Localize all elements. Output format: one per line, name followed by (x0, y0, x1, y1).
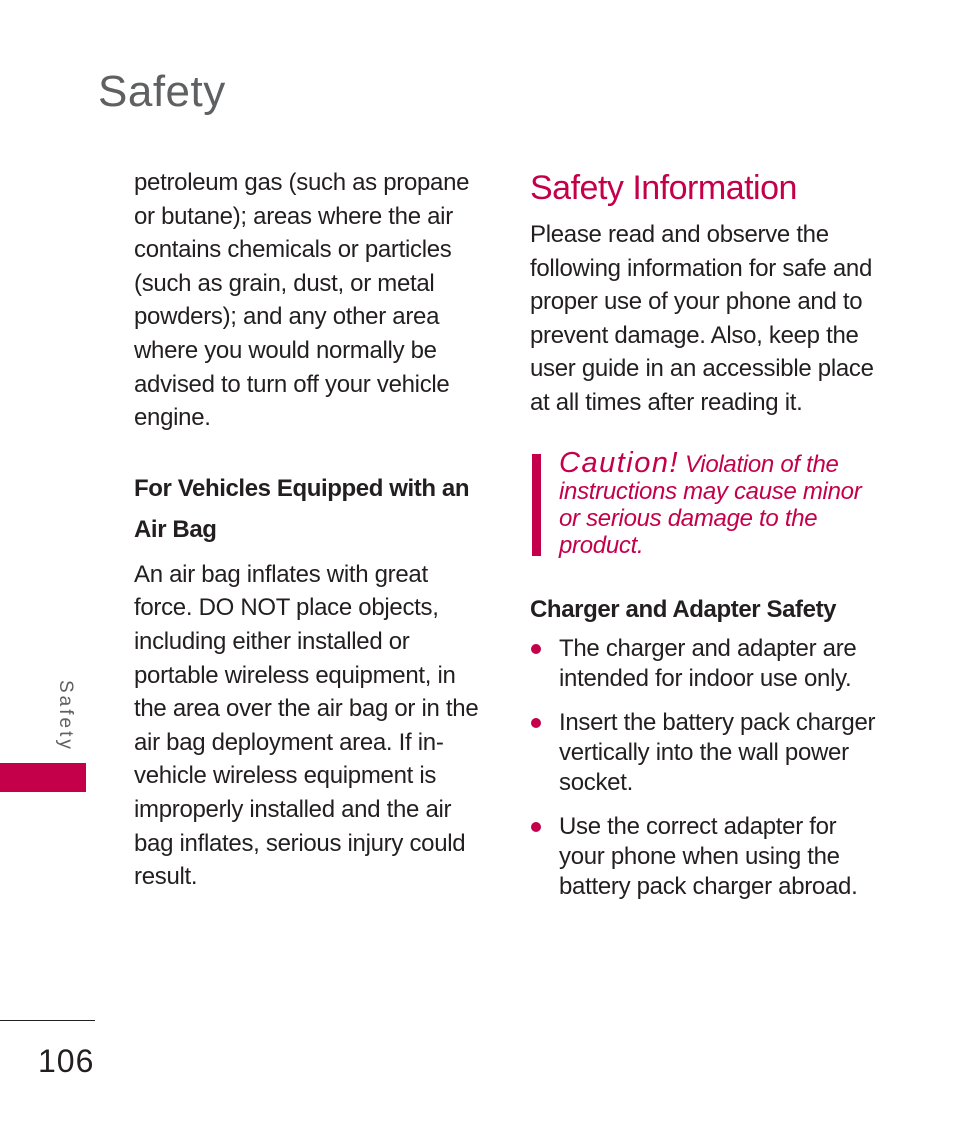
caution-text: Violation of the instructions may cause minor or serious damage to the product. (559, 450, 862, 559)
airbag-paragraph: An air bag inflates with great force. DO NOT place objects, including either installed or portable wireless equipment, in the area over the air bag or in the air bag deployment area. If in-vehicle wireless equipment is improperly installed and the air bag inflates, serious injury could result. (134, 560, 479, 891)
caution-label: Caution! (559, 446, 680, 479)
caution-box (530, 446, 880, 559)
list-item-text: Use the correct adapter for your phone when using the battery pack charger abroad. (559, 812, 858, 900)
airbag-subheading-line2: Air Bag (134, 515, 217, 543)
charger-subheading: Charger and Adapter Safety (530, 595, 837, 623)
airbag-subheading-line1: For Vehicles Equipped with an (134, 474, 470, 502)
list-item (530, 708, 880, 798)
safety-intro-paragraph: Please read and observe the following information for safe and proper use of your phone and to prevent damage. Also, keep the user guide in an accessible place at all times after reading it. (530, 221, 874, 416)
section-title: Safety Information (530, 169, 797, 207)
airbag-subheading (134, 468, 479, 550)
page-title: Safety (98, 67, 226, 116)
bullet-dot-icon (531, 644, 541, 654)
caution-bar (532, 454, 541, 556)
list-item-text: Insert the battery pack charger vertically into the wall power socket. (559, 708, 876, 796)
sidebar-tab (0, 763, 86, 792)
footer-divider (0, 1020, 95, 1021)
list-item (530, 634, 880, 694)
list-item (530, 812, 880, 902)
bullet-dot-icon (531, 822, 541, 832)
page-number: 106 (38, 1043, 95, 1079)
left-column (134, 166, 479, 894)
charger-bullet-list (530, 634, 880, 902)
bullet-dot-icon (531, 718, 541, 728)
right-column (530, 166, 880, 916)
list-item-text: The charger and adapter are intended for indoor use only. (559, 634, 857, 692)
sidebar-label: Safety (55, 680, 76, 752)
intro-paragraph: petroleum gas (such as propane or butane); areas where the air contains chemicals or particles (such as grain, dust, or metal powders); and any other area where you would normally be advised to turn off your vehicle engine. (134, 169, 470, 432)
